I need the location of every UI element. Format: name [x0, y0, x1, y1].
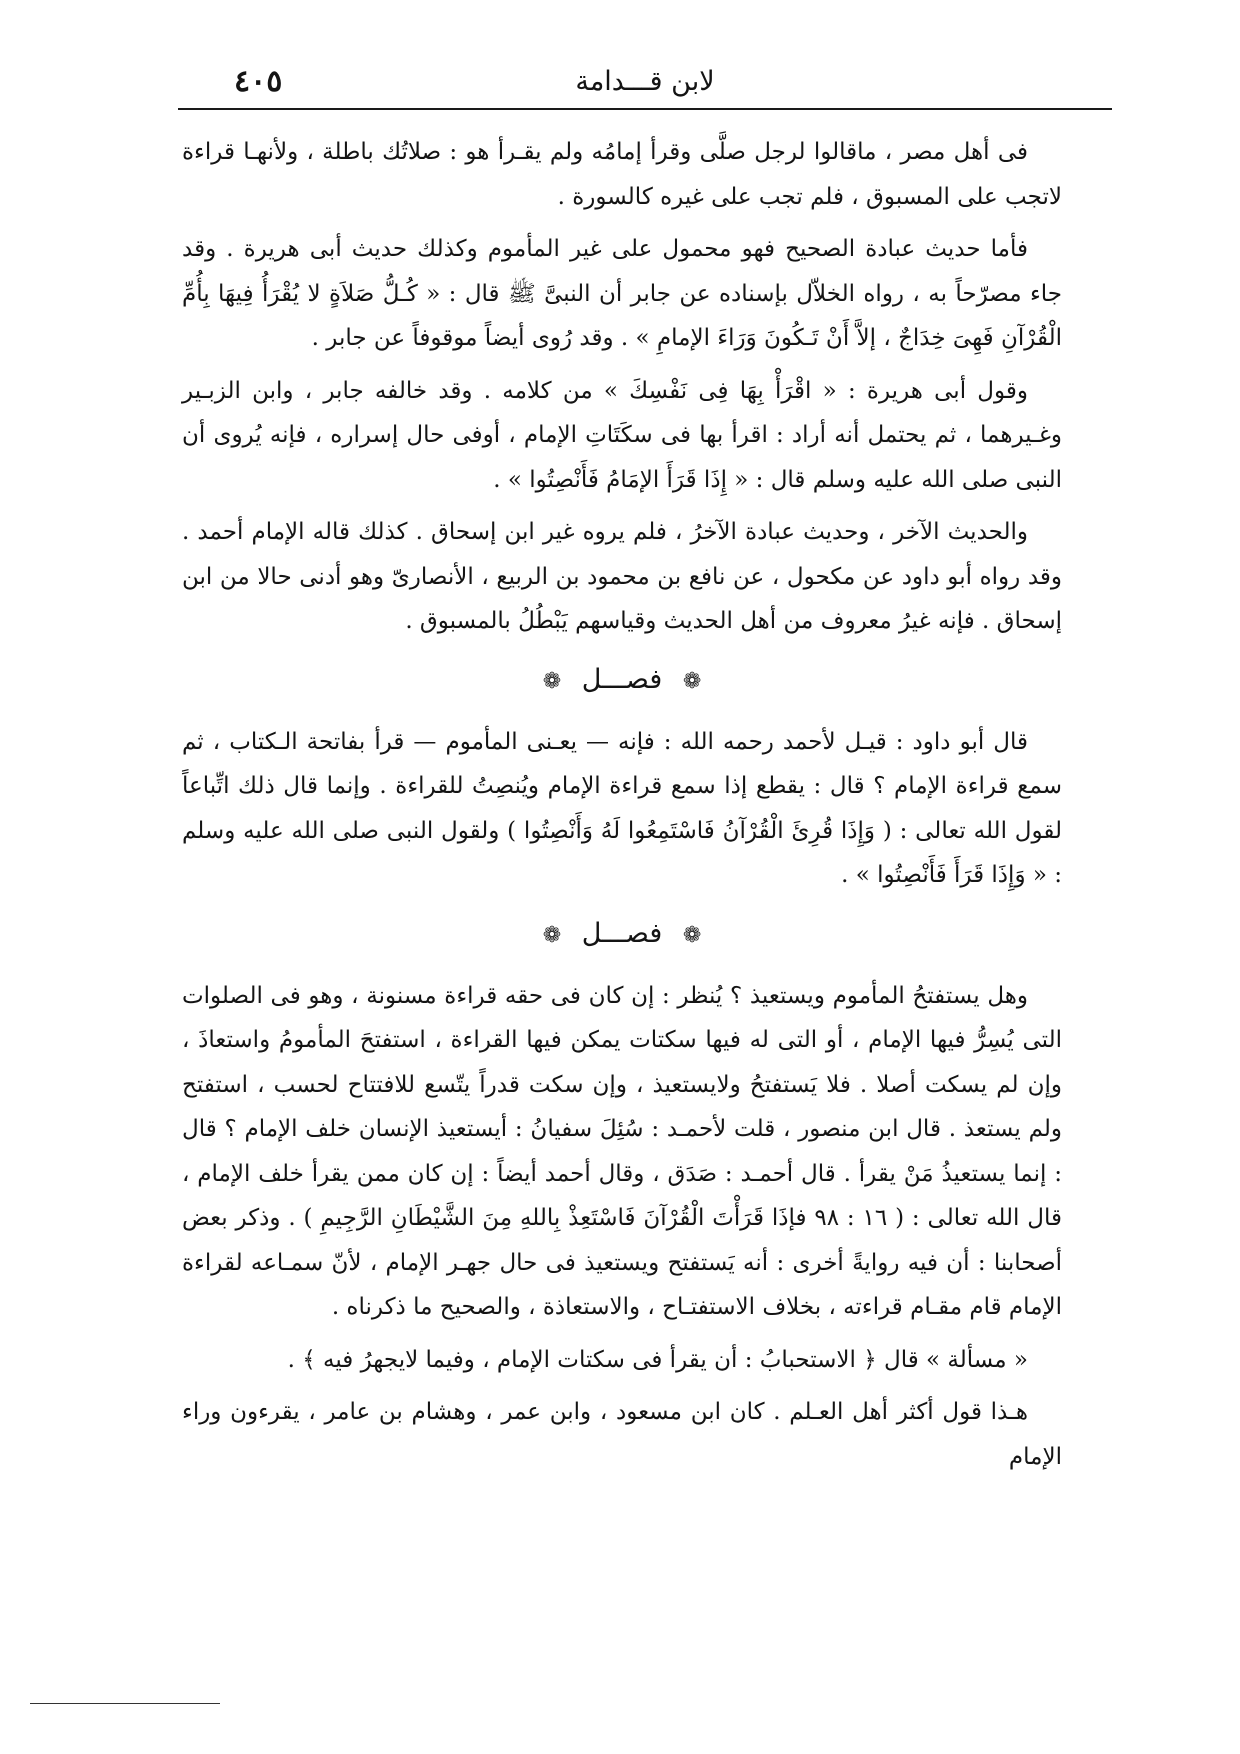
- ornament-icon: ❁: [542, 922, 562, 948]
- paragraph: هـذا قول أكثر أهل العـلم . كان ابن مسعود ، وابن عمر ، وهشام بن عامر ، يقرءون وراء الإمام: [182, 1399, 1062, 1470]
- ornament-icon: ❁: [682, 668, 702, 694]
- section-heading-2: [182, 906, 1062, 964]
- ornament-icon: ❁: [682, 922, 702, 948]
- page-header: [178, 58, 1112, 108]
- page-body: [182, 130, 1062, 1487]
- paragraph: فأما حديث عبادة الصحيح فهو محمول على غير المأموم وكذلك حديث أبى هريرة . وقد جاء مصرّحاً به ، رواه الخلاّل بإسناده عن جابر أن النبىَّ ﷺ قال : « كُـلُّ صَلاَةٍ لا يُقْرَأُ فِيهَا بِأُمِّ الْقُرْآنِ فَهِىَ خِدَاجٌ ، إلاَّ أَنْ تَـكُونَ وَرَاءَ الإمامِ » . وقد رُوى أيضاً موقوفاً عن جابر .: [182, 236, 1062, 351]
- paragraph: وقول أبى هريرة : « اقْرَأْ بِهَا فِى نَفْسِكَ » من كلامه . وقد خالفه جابر ، وابن الزبـير وغـيرهما ، ثم يحتمل أنه أراد : اقرأ بها فى سكَتَاتِ الإمام ، أوفى حال إسراره ، فإنه يُروى أن النبى صلى الله عليه وسلم قال : « إِذَا قَرَأَ الإمَامُ فَأَنْصِتُوا » .: [182, 377, 1062, 493]
- paragraph: والحديث الآخر ، وحديث عبادة الآخرُ ، فلم يروه غير ابن إسحاق . كذلك قاله الإمام أحمد . وقد رواه أبو داود عن مكحول ، عن نافع بن محمود بن الربيع ، الأنصارىّ وهو أدنى حالا من ابن إسحاق . فإنه غيرُ معروف من أهل الحديث وقياسهم يَبْطُلُ بالمسبوق .: [182, 519, 1062, 634]
- section-title: فصـــل: [581, 663, 663, 695]
- footnote-rule: [30, 1703, 220, 1704]
- section-heading-1: [182, 652, 1062, 710]
- paragraph: قال أبو داود : قيـل لأحمد رحمه الله : فإنه — يعـنى المأموم — قرأ بفاتحة الـكتاب ، ثم سمع قراءة الإمام ؟ قال : يقطع إذا سمع قراءة الإمام ويُنصِتُ للقراءة . وإنما قال ذلك اتِّباعاً لقول الله تعالى : ( وَإِذَا قُرِئَ الْقُرْآنُ فَاسْتَمِعُوا لَهُ وَأَنْصِتُوا ) ولقول النبى صلى الله عليه وسلم : « وَإِذَا قَرَأَ فَأَنْصِتُوا » .: [182, 728, 1062, 888]
- paragraph: وهل يستفتحُ المأموم ويستعيذ ؟ يُنظر : إن كان فى حقه قراءة مسنونة ، وهو فى الصلوات التى يُسِرُّ فيها الإمام ، أو التى له فيها سكتات يمكن فيها القراءة ، استفتحَ المأمومُ واستعاذَ ، وإن لم يسكت أصلا . فلا يَستفتحُ ولايستعيذ ، وإن سكت قدراً يتّسع للافتتاح لحسب ، استفتح ولم يستعذ . قال ابن منصور ، قلت لأحمـد : سُئِلَ سفيانُ : أيستعيذ الإنسان خلف الإمام ؟ قال : إنما يستعيذُ مَنْ يقرأ . قال أحمـد : صَدَق ، وقال أحمد أيضاً : إن كان ممن يقرأ خلف الإمام ، قال الله تعالى : ( ١٦ : ٩٨ فإذَا قَرَأْتَ الْقُرْآنَ فَاسْتَعِذْ بِاللهِ مِنَ الشَّيْطَانِ الرَّجِيمِ ) . وذكر بعض أصحابنا : أن فيه روايةً أخرى : أنه يَستفتح ويستعيذ فى حال جهـر الإمام ، لأنّ سمـاعه لقراءة الإمام قام مقـام قراءته ، بخلاف الاستفتـاح ، والاستعاذة ، والصحيح ما ذكرناه .: [182, 982, 1062, 1320]
- paragraph: « مسألة » قال ﴿ الاستحبابُ : أن يقرأ فى سكتات الإمام ، وفيما لايجهرُ فيه ﴾ .: [287, 1346, 1028, 1373]
- section-title: فصـــل: [581, 917, 663, 949]
- ornament-icon: ❁: [542, 668, 562, 694]
- paragraph: فى أهل مصر ، ماقالوا لرجل صلَّى وقرأ إمامُه ولم يقـرأ هو : صلاتُك باطلة ، ولأنهـا قراءة لاتجب على المسبوق ، فلم تجب على غيره كالسورة .: [182, 139, 1062, 210]
- header-rule: [178, 108, 1112, 110]
- page-number: ٤٠٥: [234, 64, 283, 99]
- running-head: لابن قـــدامة: [575, 66, 715, 97]
